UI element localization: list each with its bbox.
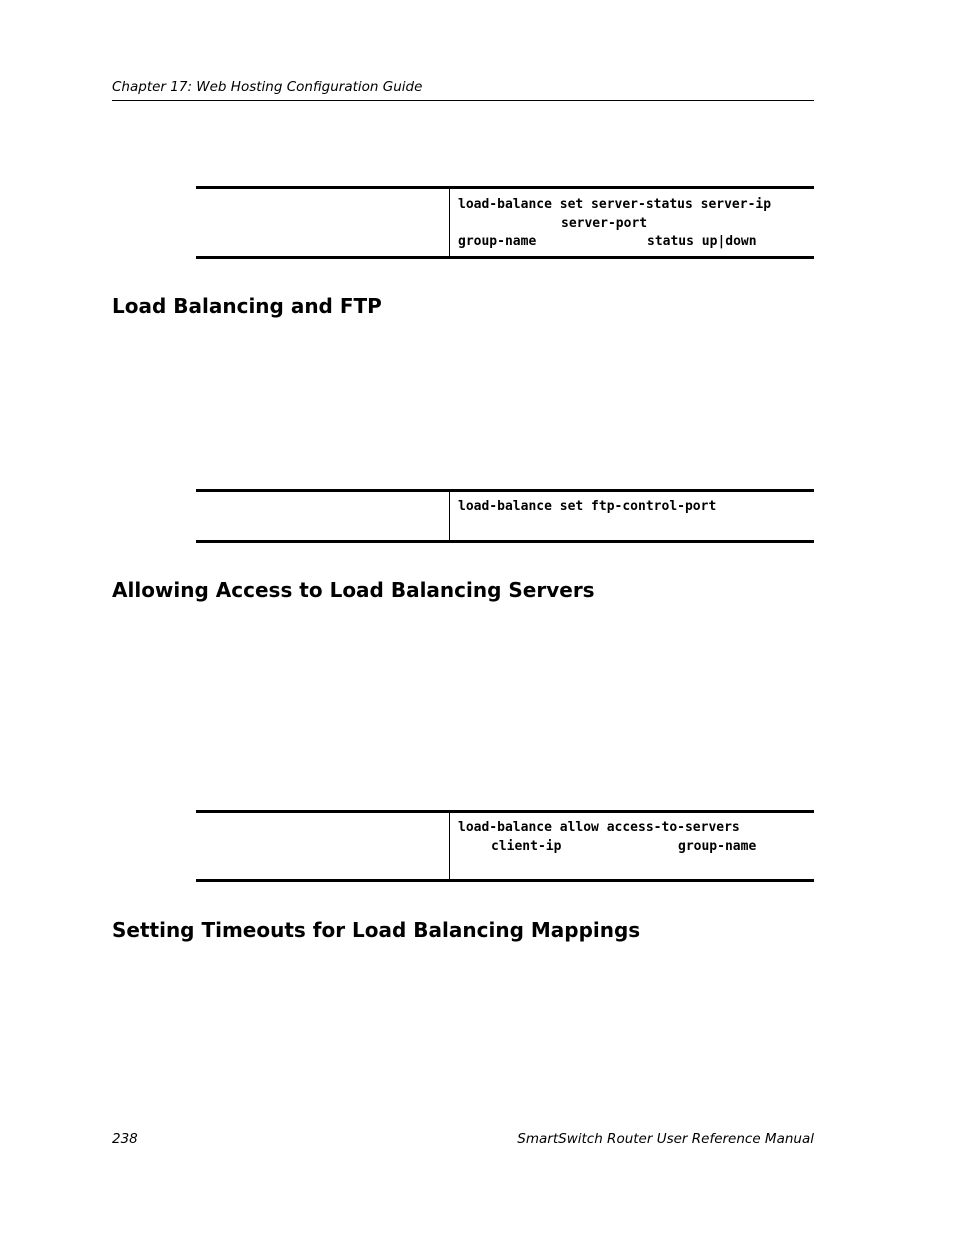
command-table-access-to-servers [196, 810, 814, 882]
command-line: load-balance allow access-to-servers [458, 820, 740, 835]
running-head: Chapter 17: Web Hosting Configuration Guide [112, 79, 423, 95]
command-argument: group-name [458, 234, 537, 249]
command-argument: group-name [678, 839, 757, 854]
table-left-cell [196, 492, 450, 540]
command-table-server-status [196, 186, 814, 259]
command-line: load-balance set server-status server-ip [458, 197, 772, 212]
manual-title: SmartSwitch Router User Reference Manual [517, 1131, 814, 1147]
section-heading: Load Balancing and FTP [112, 294, 382, 318]
section-heading: Allowing Access to Load Balancing Servers [112, 578, 595, 602]
section-heading: Setting Timeouts for Load Balancing Mappings [112, 918, 641, 942]
command-argument: status up|down [647, 234, 757, 249]
header-rule [112, 100, 814, 101]
command-line: load-balance set ftp-control-port [458, 499, 717, 514]
table-left-cell [196, 813, 450, 879]
table-left-cell [196, 189, 450, 256]
command-argument: client-ip [491, 839, 562, 854]
command-table-ftp-control-port [196, 489, 814, 543]
command-argument: server-port [561, 216, 648, 231]
page-number: 238 [112, 1131, 138, 1147]
